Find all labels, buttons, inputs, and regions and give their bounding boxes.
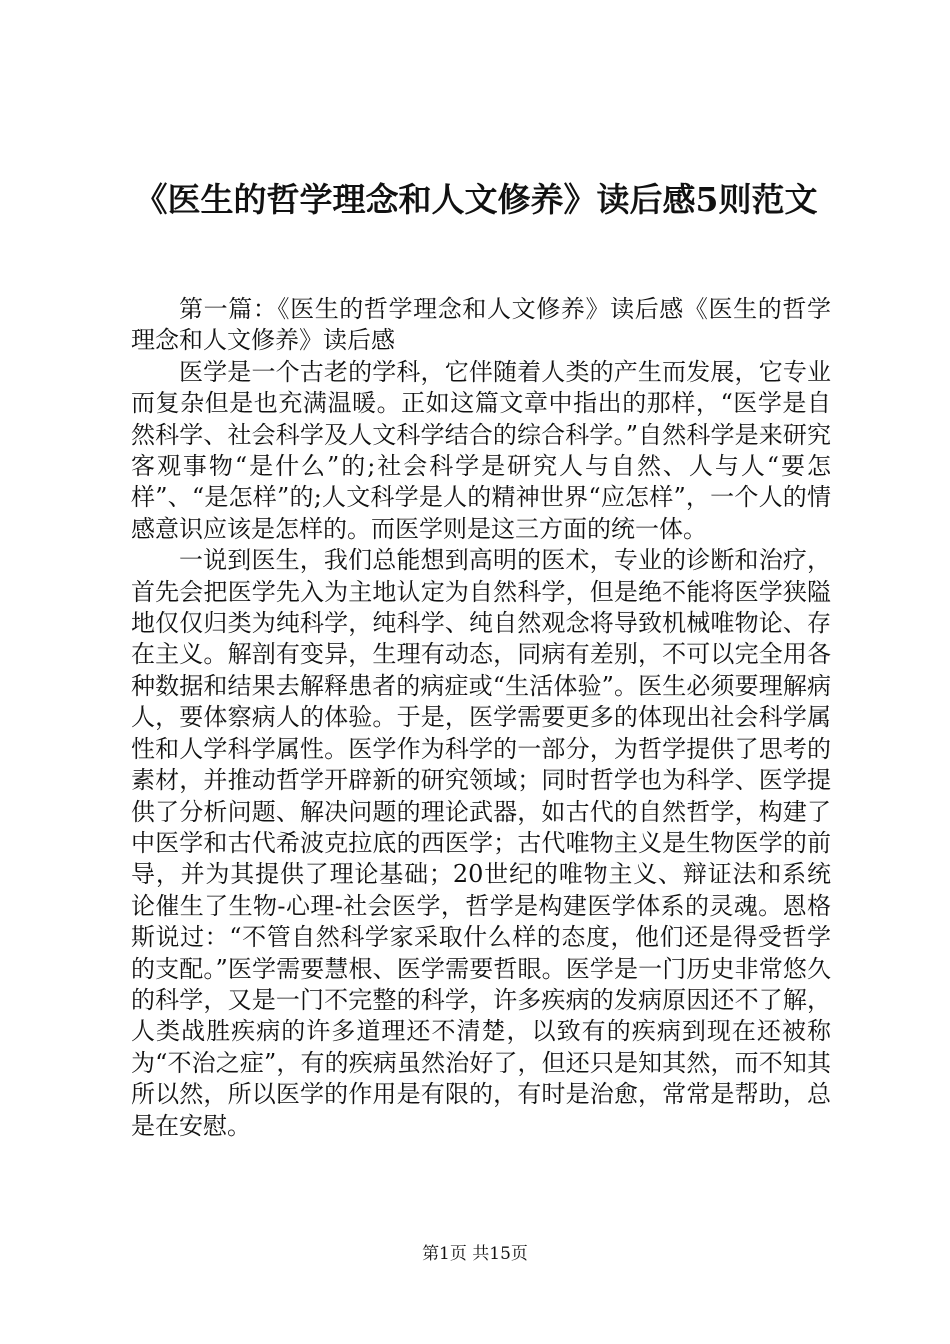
paragraph: 一说到医生，我们总能想到高明的医术，专业的诊断和治疗，首先会把医学先入为主地认定为自然科学，但是绝不能将医学狭隘地仅仅归类为纯科学，纯科学、纯自然观念将导致机械唯物论、存在主义。解剖有变异，生理有动态，同病有差别，不可以完全用各种数据和结果去解释患者的病症或“生活体验”。医生必须要理解病人，要体察病人的体验。于是，医学需要更多的体现出社会科学属性和人学科学属性。医学作为科学的一部分，为哲学提供了思考的素材，并推动哲学开辟新的研究领域；同时哲学也为科学、医学提供了分析问题、解决问题的理论武器，如古代的自然哲学，构建了中医学和古代希波克拉底的西医学；古代唯物主义是生物医学的前导，并为其提供了理论基础；20世纪的唯物主义、辩证法和系统论催生了生物-心理-社会医学，哲学是构建医学体系的灵魂。恩格斯说过：“不管自然科学家采取什么样的态度，他们还是得受哲学的支配。”医学需要慧根、医学需要哲眼。医学是一门历史非常悠久的科学，又是一门不完整的科学，许多疾病的发病原因还不了解，人类战胜疾病的许多道理还不清楚，以致有的疾病到现在还被称为“不治之症”，有的疾病虽然治好了，但还只是知其然，而不知其所以然，所以医学的作用是有限的，有时是治愈，常常是帮助，总是在安慰。 [131,546,831,1140]
paragraph-heading: 第一篇：《医生的哲学理念和人文修养》读后感《医生的哲学理念和人文修养》读后感 [131,295,831,355]
document-body [131,294,831,1142]
page-number-footer: 第1页 共15页 [422,1244,528,1264]
paragraph: 医学是一个古老的学科，它伴随着人类的产生而发展，它专业而复杂但是也充满温暖。正如这篇文章中指出的那样，“医学是自然科学、社会科学及人文科学结合的综合科学。”自然科学是来研究客观事物“是什么”的;社会科学是研究人与自然、人与人“要怎样”、“是怎样”的;人文科学是人的精神世界“应怎样”，一个人的情感意识应该是怎样的。而医学则是这三方面的统一体。 [131,357,831,543]
document-title: 《医生的哲学理念和人文修养》读后感5则范文 [134,180,818,219]
